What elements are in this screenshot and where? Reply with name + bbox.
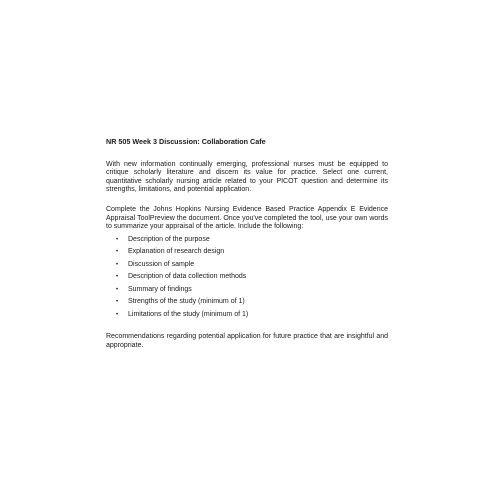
list-item-text: Description of data collection methods	[128, 273, 247, 281]
list-item-text: Description of the purpose	[128, 235, 210, 243]
list-item	[116, 296, 388, 309]
bullet-icon: •	[116, 286, 119, 293]
requirements-list	[106, 234, 388, 322]
instructions-paragraph: Complete the Johns Hopkins Nursing Evidence Based Practice Appendix E Evidence Appraisal ToolPreview the document. Once you've completed the tool, use your own words to summarize your appraisal of the article. Include the following:	[106, 205, 388, 231]
list-item-text: Strengths of the study (minimum of 1)	[128, 298, 245, 306]
list-item-text: Summary of findings	[128, 285, 192, 293]
list-item-text: Discussion of sample	[128, 260, 195, 268]
bullet-icon: •	[116, 261, 119, 268]
list-item	[116, 246, 388, 259]
bullet-icon: •	[116, 274, 119, 281]
list-item-text: Explanation of research design	[128, 248, 225, 256]
document-title: NR 505 Week 3 Discussion: Collaboration Cafe	[106, 137, 266, 146]
list-item	[116, 284, 388, 297]
bullet-icon: •	[116, 249, 119, 256]
bullet-icon: •	[116, 236, 119, 243]
list-item	[116, 309, 388, 322]
intro-paragraph: With new information continually emerging, professional nurses must be equipped to critique scholarly literature and discern its value for practice. Select one current, quantitative scholarly nursing article related to your PICOT question and determine its strengths, limitations, and potential application.	[106, 160, 388, 194]
bullet-icon: •	[116, 299, 119, 306]
list-item	[116, 271, 388, 284]
bullet-icon: •	[116, 311, 119, 318]
list-item	[116, 234, 388, 247]
recommendations-paragraph: Recommendations regarding potential application for future practice that are insightful and appropriate.	[106, 333, 388, 349]
list-item-text: Limitations of the study (minimum of 1)	[128, 310, 249, 318]
list-item	[116, 259, 388, 272]
document-body	[106, 138, 388, 361]
